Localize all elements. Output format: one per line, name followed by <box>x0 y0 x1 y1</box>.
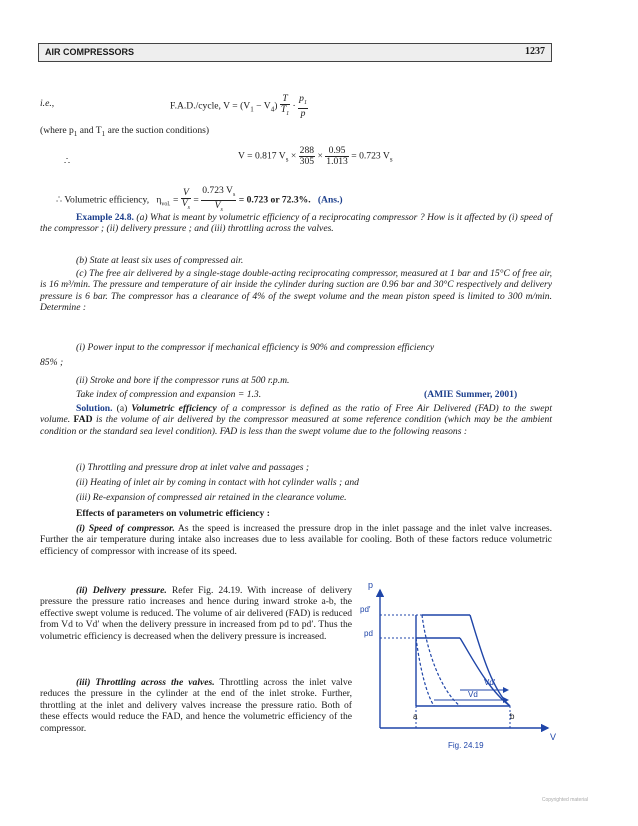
suction-conditions: (where $p_1$ and $T_1$ are the suction conditions) <box>40 125 210 138</box>
solution-body: of a compressor is defined as the ratio of Free Air Delivered (FAD) to the swept volume. <box>40 403 552 426</box>
delivery-paragraph <box>40 585 352 642</box>
fad-term: FAD <box>73 414 93 426</box>
speed-paragraph <box>40 523 552 557</box>
p-axis-label: p <box>368 580 374 590</box>
point-b-label: b <box>510 712 515 721</box>
pv-diagram <box>360 578 560 758</box>
p-ratio: $\frac{p_1}{p}$ <box>299 93 307 119</box>
example-part-b: (b) State at least six uses of compressed air. <box>76 255 244 266</box>
fad-equation: F.A.D./cycle, $V = (V_1 - V_4)$ $\frac{T}{T_1}$ · $\frac{p_1}{p}$ <box>170 93 307 119</box>
fad-text-3: ) <box>274 100 278 112</box>
speed-text: As the speed is increased the pressure drop in the inlet passage and the inlet valve increases. Further the air temperature during intake also increases due to less available for cooling. Both of these factors reduce volumetric efficiency of compressor with increase of its speed. <box>40 523 552 557</box>
point-a-label: a <box>413 712 418 721</box>
where-text: (where p <box>40 125 74 136</box>
solution-label: Solution. <box>76 403 113 414</box>
example-heading: Example 24.8. <box>76 212 134 223</box>
vd-prime-label: Vd′ <box>484 678 496 687</box>
speed-lead: (i) Speed of compressor. <box>76 523 175 534</box>
therefore-sign: ∴ <box>64 156 71 167</box>
vol-eff-result: = 0.723 or 72.3%. <box>238 194 311 206</box>
example-part-i-cont: 85% ; <box>40 357 64 368</box>
where-text-2: and T <box>77 125 102 136</box>
fad-text-2: − V <box>253 100 271 112</box>
v-axis-label: V <box>550 732 557 742</box>
effects-heading: Effects of parameters on volumetric efficiency : <box>76 508 270 519</box>
watermark: Copyrighted material <box>541 797 588 803</box>
expansion-curve-low <box>416 638 434 706</box>
running-header <box>38 43 552 62</box>
pressure-ratio: $\frac{0.95}{1.013}$ <box>326 145 348 167</box>
vol-eff-label: ∴ Volumetric efficiency, <box>56 194 150 206</box>
v-result: = 0.723 V <box>351 150 390 162</box>
delivery-lead: (ii) Delivery pressure. <box>76 585 167 596</box>
section-title: AIR COMPRESSORS <box>45 47 135 57</box>
delivery-text: Refer Fig. 24.19. With increase of delivery pressure the pressure ratio increases and hence during inward stroke a-b, the effective swept volume is reduced. The volume of air delivered (FAD) is reduced from Vd to Vd′ when the delivery pressure in increased from pd to pd′. Thus the volumetric efficiency is decreased when the delivery pressure is increased. <box>40 585 352 642</box>
where-text-3: are the suction conditions) <box>105 125 210 136</box>
example-part-i: (i) Power input to the compressor if mechanical efficiency is 90% and compression efficiency <box>76 342 435 353</box>
pd-prime-label: pd′ <box>360 605 371 614</box>
example-part-a <box>40 212 552 235</box>
eta-subscript: vol. <box>161 201 171 208</box>
eta-symbol: η <box>156 194 162 206</box>
fad-text: F.A.D./cycle, V = (V <box>170 100 251 112</box>
throttle-text: Throttling across the inlet valve reduces the pressure in the cylinder at the end of the inlet stroke. Further, throttling at the inlet and delivery valves increase the pressure ratio. Both of these effects would reduce the FAD, and hence the volumetric efficiency of the compressor. <box>40 677 352 734</box>
temp-ratio: $\frac{288}{305}$ <box>299 145 315 167</box>
reason-1: (i) Throttling and pressure drop at inlet valve and passages ; <box>76 462 310 473</box>
volumetric-efficiency-term: Volumetric efficiency <box>131 403 217 414</box>
v-eq-text: V = 0.817 V <box>238 150 286 162</box>
answer-label: (Ans.) <box>317 194 343 206</box>
figure-caption: Fig. 24.19 <box>448 741 484 750</box>
throttle-paragraph <box>40 677 352 734</box>
throttle-lead: (iii) Throttling across the valves. <box>76 677 215 688</box>
exam-source: (AMIE Summer, 2001) <box>424 389 518 400</box>
t-ratio: $\frac{T}{T_1}$ <box>280 93 290 117</box>
reason-3: (iii) Re-expansion of compressed air retained in the clearance volume. <box>76 492 347 503</box>
solution-a: (a) <box>116 403 128 414</box>
pd-label: pd <box>364 629 373 638</box>
solution-paragraph <box>40 403 552 437</box>
page-number: 1237 <box>525 46 545 57</box>
ie-label: i.e., <box>40 98 55 109</box>
example-part-c: (c) The free air delivered by a single-stage double-acting reciprocating compressor, measured at 1 bar and 15°C of free air, is 16 m³/min. The pressure and temperature of air inside the cylinder during suction are 0.96 bar and 30°C respectively and delivery pressure is 6 bar. The compressor has a clearance of 4% of the swept volume and the mean piston speed is limited to 300 m/min. Determine : <box>40 268 552 314</box>
vol-eff-line: ∴ Volumetric efficiency, $\eta_{vol.}$ = $\frac{V}{V_s}$ = $\frac{0.723 V_s}{V_s}$ = 0.723 or 72.3%. (Ans.) <box>56 185 343 213</box>
v-equation: V = 0.817 $V_s$ × $\frac{288}{305}$ × $\frac{0.95}{1.013}$ = 0.723 $V_s$ <box>238 145 393 167</box>
reason-2: (ii) Heating of inlet air by coming in contact with hot cylinder walls ; and <box>76 477 359 488</box>
example-part-ii: (ii) Stroke and bore if the compressor runs at 500 r.p.m. <box>76 375 290 386</box>
vd-label: Vd <box>468 690 478 699</box>
example-a-text: (a) What is meant by volumetric efficiency of a reciprocating compressor ? How is it affected by (i) speed of the compressor ; (ii) delivery pressure ; and (iii) throttling across the valves. <box>40 212 552 235</box>
result-fraction: $\frac{0.723 V_s}{V_s}$ <box>202 185 236 213</box>
compression-index: Take index of compression and expansion = 1.3. <box>76 389 262 400</box>
v-over-vs: $\frac{V}{V_s}$ <box>181 186 190 211</box>
solution-body-2: is the volume of air delivered by the compressor measured at some reference condition (which may be the ambient condition or the standard sea level condition). FAD is less than the swept volume due to the following reasons : <box>40 414 552 437</box>
